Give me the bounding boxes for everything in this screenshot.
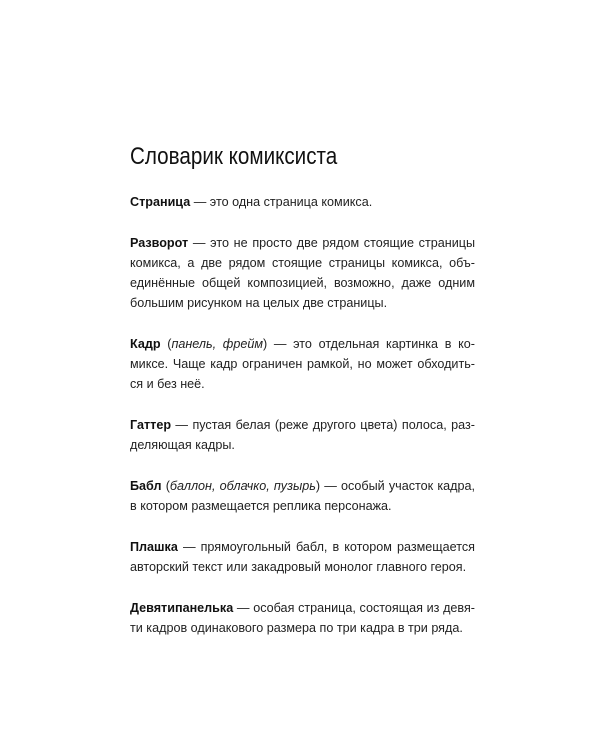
glossary-term: Кадр [130,337,161,351]
glossary-term: Разворот [130,236,189,250]
glossary-open-paren: ( [161,479,170,493]
glossary-term: Бабл [130,479,162,493]
glossary-term: Гаттер [130,418,172,432]
glossary-entry-page [130,192,475,212]
glossary-definition: ) — особый участок кадра, в котором размещается реплика персонажа. [130,479,475,513]
glossary-synonyms: баллон, облачко, пузырь [169,479,316,493]
glossary-entry-gutter [130,415,475,455]
glossary-definition: — пустая белая (реже другого цвета) полоса, разделяющая кадры. [130,418,475,452]
glossary-synonyms: панель, фрейм [171,337,263,351]
glossary-entry-nine-panel [130,598,475,638]
glossary-term: Страница [130,195,191,209]
glossary-definition: — это одна страница комикса. [190,195,373,209]
glossary-definition: ) — это отдельная картинка в комиксе. Чаще кадр ограничен рамкой, но может обходиться и без неё. [130,337,475,391]
glossary-entry-panel [130,334,475,394]
glossary-term: Плашка [130,540,178,554]
page-title: Словарик комиксиста [130,143,338,170]
glossary-page [130,142,475,659]
glossary-term: Девятипанелька [130,601,234,615]
glossary-entry-spread [130,233,475,313]
glossary-entry-caption-box [130,537,475,577]
glossary-entry-bubble [130,476,475,516]
glossary-definition: — особая страница, состоящая из девяти кадров одинакового размера по три кадра в три ряда. [130,601,475,635]
glossary-definition: — прямоугольный бабл, в котором размещается авторский текст или закадровый монолог главного героя. [130,540,475,574]
glossary-open-paren: ( [160,337,172,351]
glossary-definition: — это не просто две рядом стоящие страницы комикса, а две рядом стоящие страницы комикса, объединённые общей композицией, возможно, даже одним большим рисунком на целых две страницы. [130,236,475,310]
